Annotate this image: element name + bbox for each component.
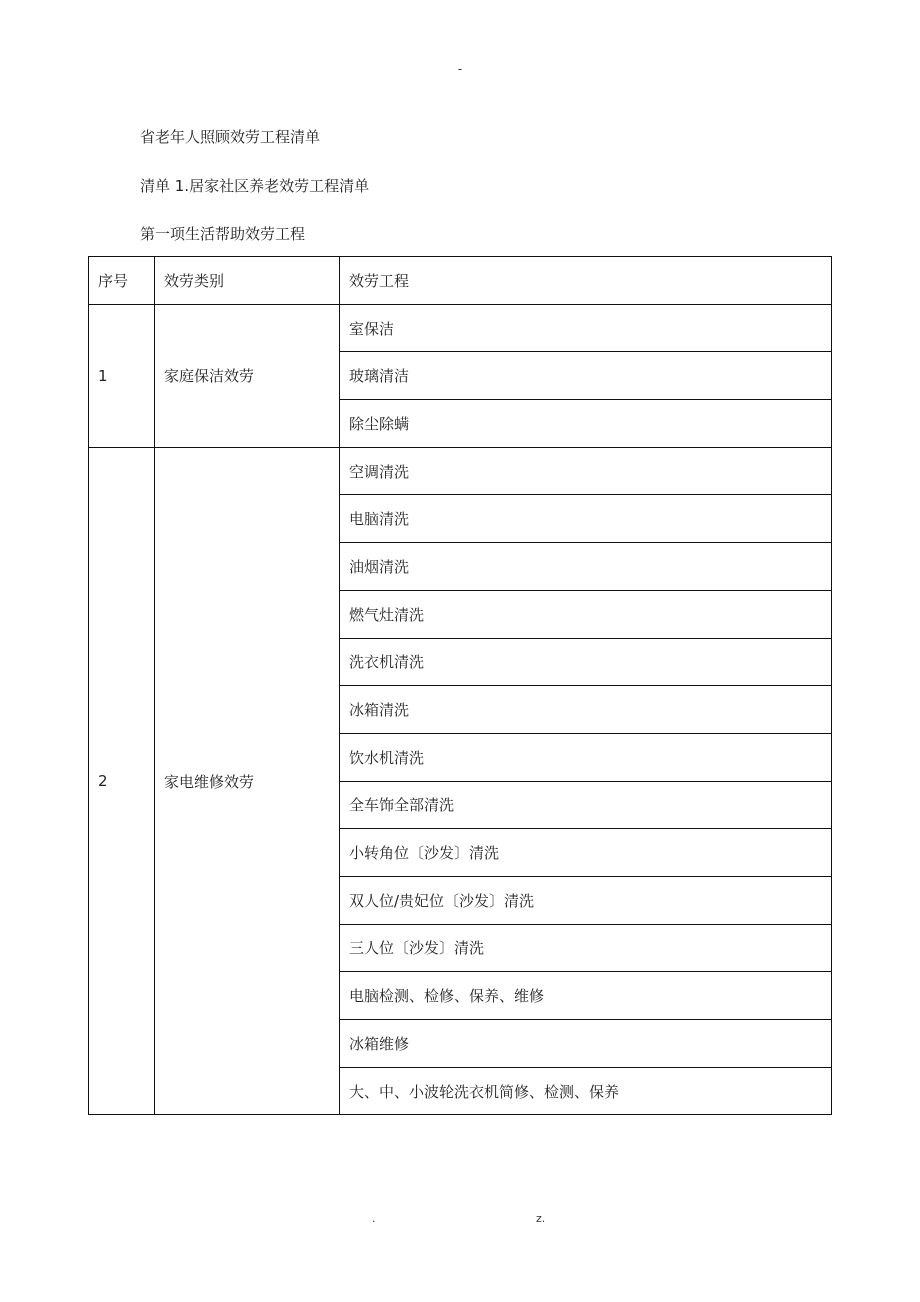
service-item: 全车饰全部清洗 [340, 781, 832, 829]
table-row [89, 304, 832, 352]
header-project: 效劳工程 [340, 257, 832, 305]
service-item: 除尘除螨 [340, 400, 832, 448]
service-category: 家电维修效劳 [155, 447, 340, 1115]
service-item: 大、中、小波轮洗衣机简修、检测、保养 [340, 1067, 832, 1115]
service-item: 电脑检测、检修、保养、维修 [340, 972, 832, 1020]
service-item: 油烟清洗 [340, 543, 832, 591]
service-item: 空调清洗 [340, 447, 832, 495]
header-category: 效劳类别 [155, 257, 340, 305]
service-item: 电脑清洗 [340, 495, 832, 543]
service-item: 三人位〔沙发〕清洗 [340, 924, 832, 972]
row-number: 2 [89, 447, 155, 1115]
service-item: 饮水机清洗 [340, 733, 832, 781]
header-number: 序号 [89, 257, 155, 305]
table-body [89, 304, 832, 1115]
service-item: 冰箱清洗 [340, 686, 832, 734]
section-heading: 第一项生活帮助效劳工程 [140, 225, 306, 243]
row-number: 1 [89, 304, 155, 447]
service-item: 洗衣机清洗 [340, 638, 832, 686]
footer-right-mark: z. [536, 1212, 546, 1225]
service-item: 玻璃清洁 [340, 352, 832, 400]
list-subtitle: 清单 1.居家社区养老效劳工程清单 [140, 177, 370, 195]
service-item: 小转角位〔沙发〕清洗 [340, 829, 832, 877]
table-header-row [89, 257, 832, 305]
service-item: 燃气灶清洗 [340, 590, 832, 638]
service-item: 双人位/贵妃位〔沙发〕清洗 [340, 876, 832, 924]
page-header-mark: - [457, 62, 463, 76]
service-table [88, 256, 832, 1115]
document-title: 省老年人照顾效劳工程清单 [140, 128, 321, 146]
footer-left-mark: . [372, 1212, 376, 1225]
service-item: 室保洁 [340, 304, 832, 352]
service-category: 家庭保洁效劳 [155, 304, 340, 447]
service-item: 冰箱维修 [340, 1020, 832, 1068]
table-row [89, 447, 832, 495]
